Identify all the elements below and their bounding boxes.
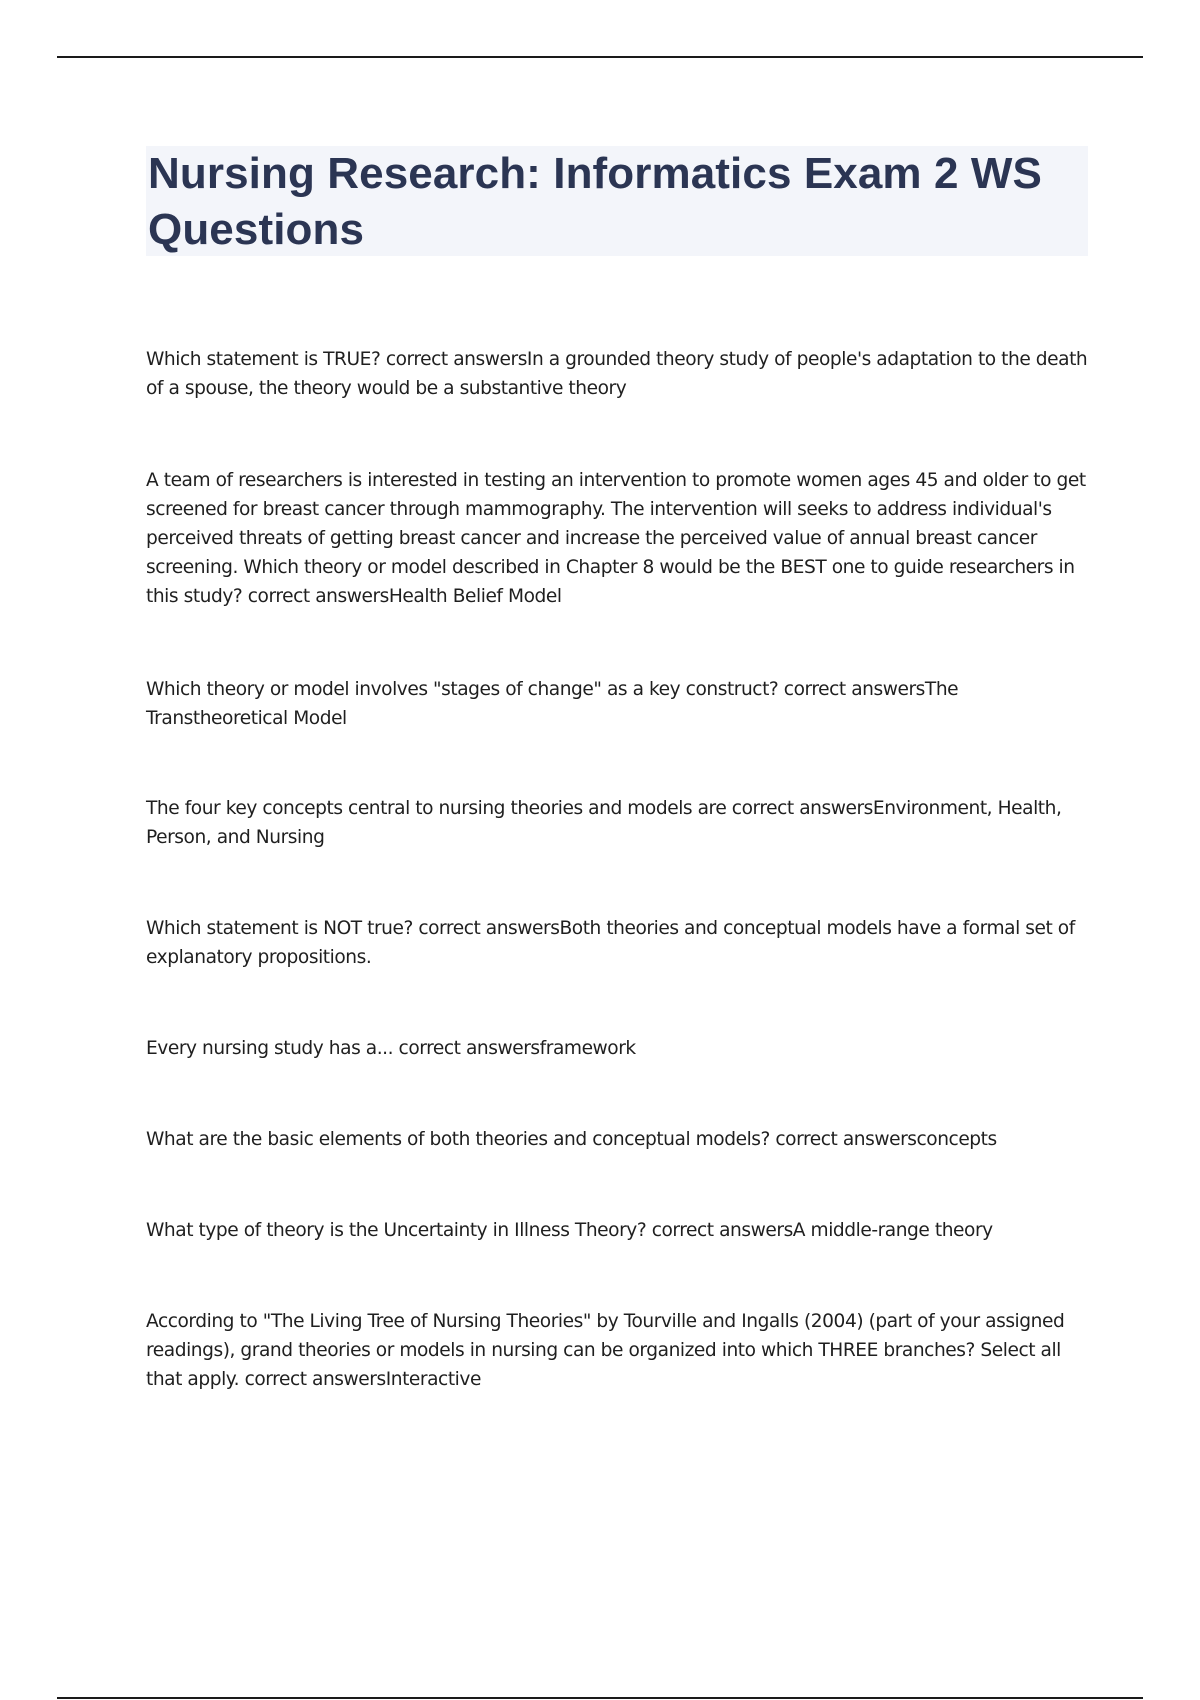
qa-item: Which theory or model involves "stages of change" as a key construct? correct answersThe Transtheoretical Model (146, 679, 959, 729)
top-divider (57, 56, 1143, 58)
title-block (146, 146, 1088, 256)
qa-item: A team of researchers is interested in testing an intervention to promote women ages 45 and older to get screened for breast cancer through mammography. The intervention will seeks to address individual's perceived threats of getting breast cancer and increase the perceived value of annual breast cancer screening. Which theory or model described in Chapter 8 would be the BEST one to guide researchers in this study? correct answersHealth Belief Model (146, 470, 1086, 607)
qa-item: Which statement is NOT true? correct answersBoth theories and conceptual models have a formal set of explanatory propositions. (146, 918, 1075, 968)
qa-item: The four key concepts central to nursing theories and models are correct answersEnvironment, Health, Person, and Nursing (146, 798, 1062, 848)
qa-item: According to "The Living Tree of Nursing Theories" by Tourville and Ingalls (2004) (part of your assigned readings), grand theories or models in nursing can be organized into which THREE branches? Select all that apply. correct answersInteractive (146, 1311, 1065, 1390)
bottom-divider (57, 1697, 1143, 1699)
qa-item: Which statement is TRUE? correct answersIn a grounded theory study of people's adaptation to the death of a spouse, the theory would be a substantive theory (146, 349, 1088, 399)
page-title: Nursing Research: Informatics Exam 2 WS Questions (148, 149, 1042, 254)
qa-item: What type of theory is the Uncertainty in Illness Theory? correct answersA middle-range theory (146, 1220, 993, 1241)
qa-item: Every nursing study has a... correct answersframework (146, 1038, 636, 1059)
qa-item: What are the basic elements of both theories and conceptual models? correct answersconcepts (146, 1129, 997, 1150)
